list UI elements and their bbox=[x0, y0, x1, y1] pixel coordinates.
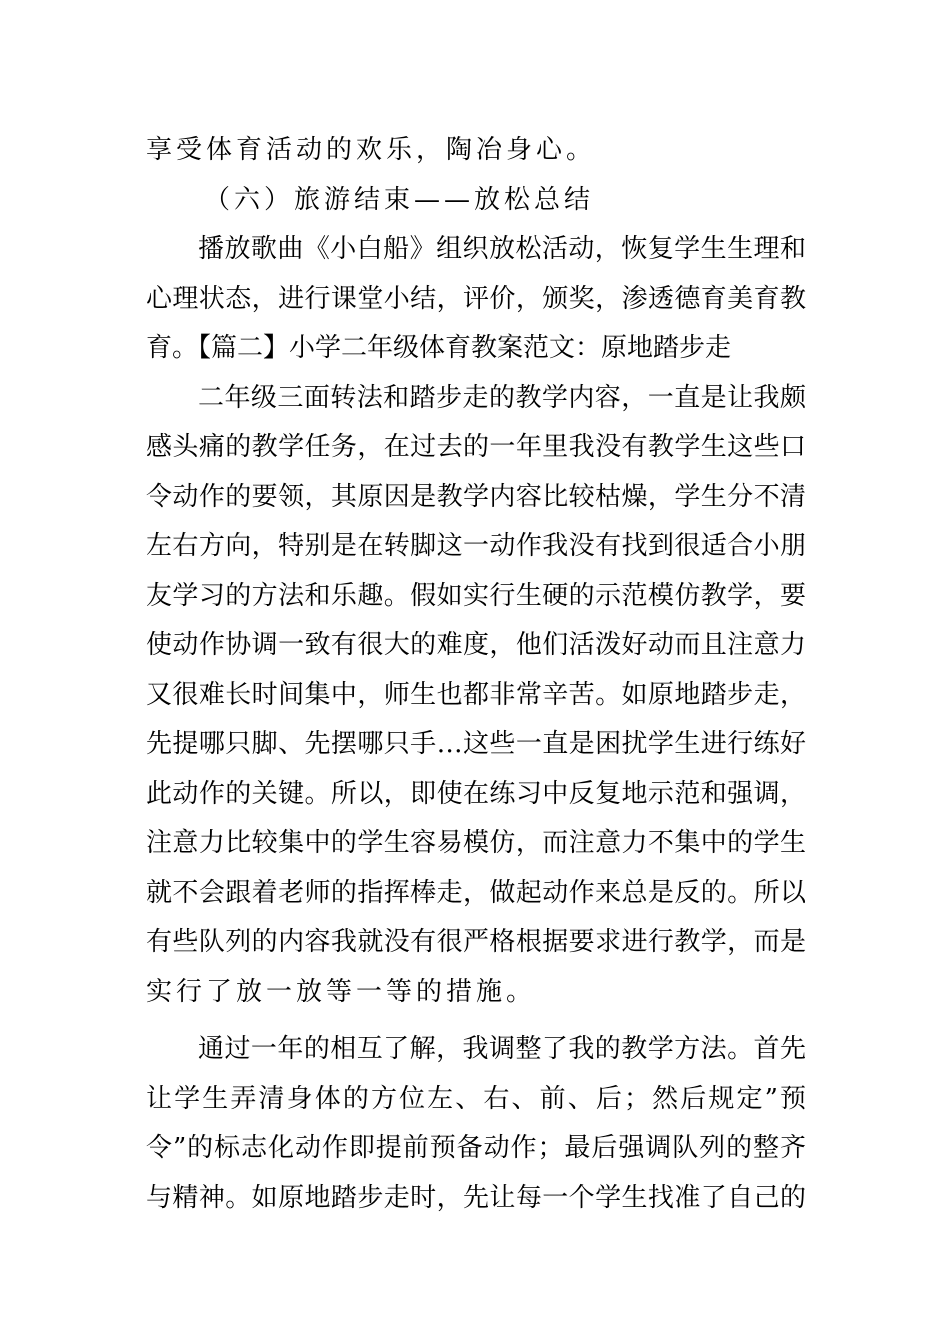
text-line: 使动作协调一致有很大的难度，他们活泼好动而且注意力 bbox=[146, 630, 806, 660]
section-heading: （六）旅游结束——放松总结 bbox=[204, 184, 595, 215]
text-line: 左右方向，特别是在转脚这一动作我没有找到很适合小朋 bbox=[146, 531, 806, 561]
text-line: 友学习的方法和乐趣。假如实行生硬的示范模仿教学，要 bbox=[146, 580, 806, 611]
text-line: 播放歌曲《小白船》组织放松活动，恢复学生生理和 bbox=[198, 234, 806, 264]
paragraph-gap bbox=[146, 1017, 806, 1025]
text-line: 享受体育活动的欢乐，陶冶身心。 bbox=[146, 135, 597, 165]
text-line: 此动作的关键。所以，即使在练习中反复地示范和强调， bbox=[146, 778, 806, 809]
text-line: 育。【篇二】小学二年级体育教案范文：原地踏步走 bbox=[146, 333, 732, 363]
text-line: 又很难长时间集中，师生也都非常辛苦。如原地踏步走， bbox=[146, 679, 806, 710]
document-page bbox=[146, 126, 806, 1223]
text-line: 注意力比较集中的学生容易模仿，而注意力不集中的学生 bbox=[146, 828, 806, 858]
text-line: 先提哪只脚、先摆哪只手…这些一直是困扰学生进行练好 bbox=[146, 729, 806, 759]
text-line: 通过一年的相互了解，我调整了我的教学方法。首先 bbox=[198, 1034, 806, 1064]
text-line: 有些队列的内容我就没有很严格根据要求进行教学，而是 bbox=[146, 927, 806, 957]
text-line: 二年级三面转法和踏步走的教学内容，一直是让我颇 bbox=[198, 382, 806, 413]
text-line: 与精神。如原地踏步走时，先让每一个学生找准了自己的 bbox=[146, 1182, 806, 1213]
text-line: 感头痛的教学任务，在过去的一年里我没有教学生这些口 bbox=[146, 432, 806, 462]
text-line: 实行了放一放等一等的措施。 bbox=[146, 976, 537, 1007]
text-line: 令”的标志化动作即提前预备动作；最后强调队列的整齐 bbox=[146, 1133, 806, 1163]
text-line: 心理状态，进行课堂小结，评价，颁奖，渗透德育美育教 bbox=[146, 283, 806, 314]
text-line: 让学生弄清身体的方位左、右、前、后；然后规定”预 bbox=[146, 1083, 806, 1114]
text-line: 令动作的要领，其原因是教学内容比较枯燥，学生分不清 bbox=[146, 481, 806, 512]
text-line: 就不会跟着老师的指挥棒走，做起动作来总是反的。所以 bbox=[146, 877, 806, 908]
